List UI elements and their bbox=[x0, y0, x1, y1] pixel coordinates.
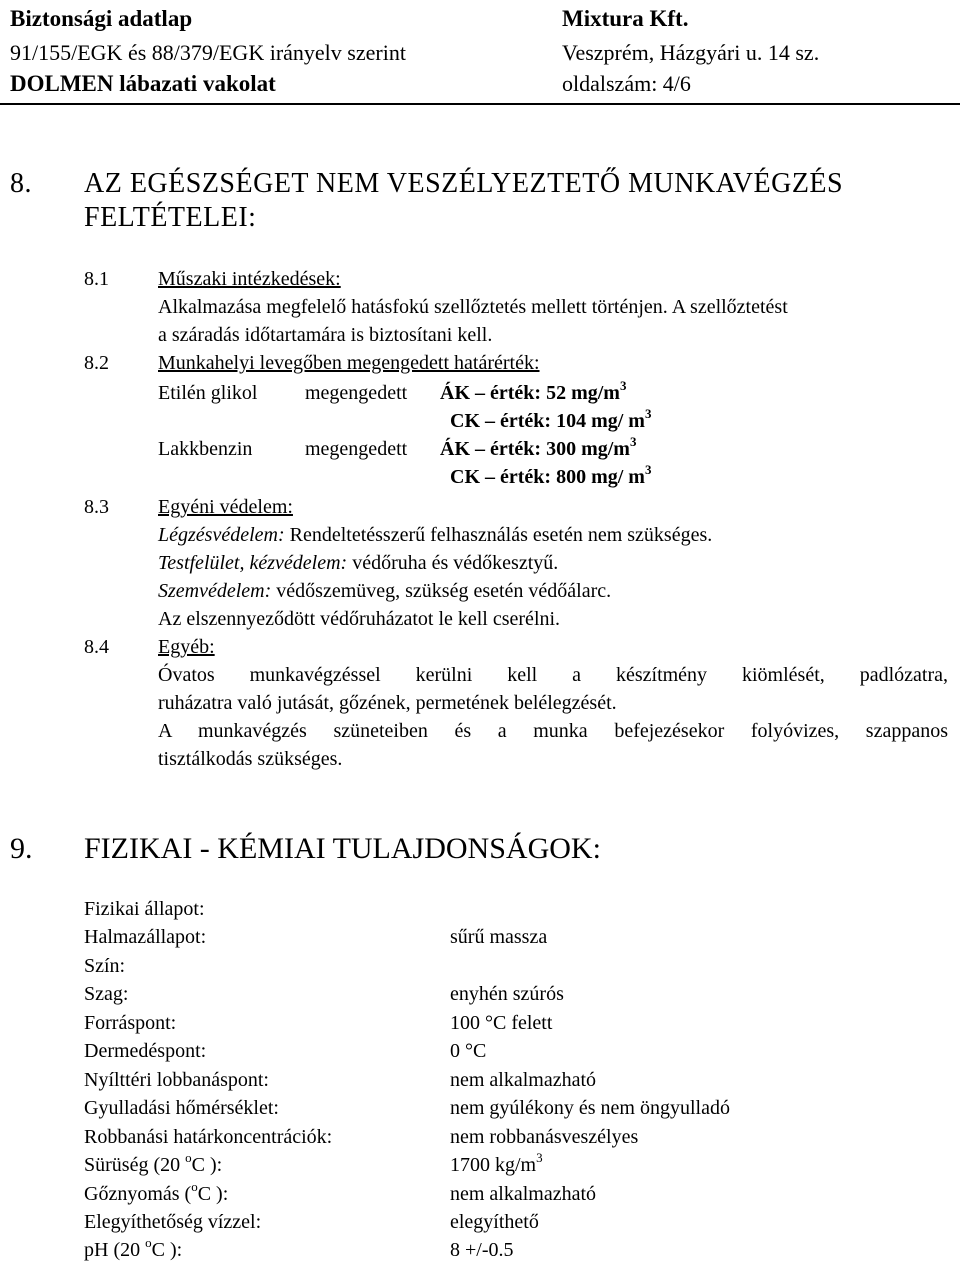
s84-para1-line2: ruházatra való jutását, gőzének, permetének belélegzését. bbox=[158, 692, 617, 714]
prop-label: Szag: bbox=[84, 983, 129, 1005]
s82-heading: Munkahelyi levegőben megengedett határérték: bbox=[158, 352, 540, 374]
s84-para2-line1: A munkavégzés szüneteiben és a munka befejezésekor folyóvizes, szappanos bbox=[158, 720, 948, 742]
limit-substance: Lakkbenzin bbox=[158, 438, 253, 460]
prop-value: 0 °C bbox=[450, 1040, 487, 1062]
prop-label: Fizikai állapot: bbox=[84, 898, 205, 920]
limit-word: megengedett bbox=[305, 438, 408, 460]
section8-number: 8. bbox=[10, 168, 32, 199]
prop-label: Gyulladási hőmérséklet: bbox=[84, 1097, 279, 1119]
prop-label: Gőznyomás ($^o$C ): bbox=[84, 1179, 229, 1205]
s81-line2: a száradás időtartamára is biztosítani kell. bbox=[158, 324, 493, 346]
product-name: DOLMEN lábazati vakolat bbox=[10, 71, 276, 96]
prop-value: nem robbanásveszélyes bbox=[450, 1126, 639, 1148]
prop-label: Forráspont: bbox=[84, 1012, 177, 1034]
s81-number: 8.1 bbox=[84, 268, 109, 290]
prop-value: enyhén szúrós bbox=[450, 983, 564, 1005]
s84-heading: Egyéb: bbox=[158, 636, 215, 658]
limit-value: CK – érték: 104 mg/ $m^3$ bbox=[450, 406, 652, 432]
prop-label: Robbanási határkoncentrációk: bbox=[84, 1126, 333, 1148]
prop-value: nem gyúlékony és nem öngyulladó bbox=[450, 1097, 730, 1119]
company-name: Mixtura Kft. bbox=[562, 6, 689, 31]
prop-label: Halmazállapot: bbox=[84, 926, 207, 948]
prop-label: pH (20 $^o$C ): bbox=[84, 1235, 183, 1261]
eye-protection: Szemvédelem: védőszemüveg, szükség esetén védőálarc. bbox=[158, 580, 612, 602]
s83-number: 8.3 bbox=[84, 496, 109, 518]
respiratory-protection: Légzésvédelem: Rendeltetésszerű felhasználás esetén nem szükséges. bbox=[158, 524, 713, 546]
s81-line1: Alkalmazása megfelelő hatásfokú szellőztetés mellett történjen. A szellőztetést bbox=[158, 296, 788, 318]
directive: 91/155/EGK és 88/379/EGK irányelv szerint bbox=[10, 40, 406, 65]
limit-value: ÁK – érték: 52 $mg/m^3$ bbox=[440, 378, 627, 404]
prop-label: Dermedéspont: bbox=[84, 1040, 207, 1062]
section8-title-line1: AZ EGÉSZSÉGET NEM VESZÉLYEZTETŐ MUNKAVÉGZÉS bbox=[84, 168, 844, 199]
section9-number: 9. bbox=[10, 832, 33, 865]
clothing-note: Az elszennyeződött védőruházatot le kell cserélni. bbox=[158, 608, 561, 630]
prop-value: nem alkalmazható bbox=[450, 1069, 597, 1091]
section8-title-line2: FELTÉTELEI: bbox=[84, 202, 257, 233]
page-number: oldalszám: 4/6 bbox=[562, 71, 691, 96]
s84-para2-line2: tisztálkodás szükséges. bbox=[158, 748, 343, 770]
prop-value: elegyíthető bbox=[450, 1211, 539, 1233]
header-divider bbox=[0, 103, 960, 105]
prop-value: 1700 $kg/m^3$ bbox=[450, 1150, 543, 1176]
limit-substance: Etilén glikol bbox=[158, 382, 258, 404]
skin-protection: Testfelület, kézvédelem: védőruha és védőkesztyű. bbox=[158, 552, 559, 574]
s84-number: 8.4 bbox=[84, 636, 109, 658]
prop-label: Szín: bbox=[84, 955, 126, 977]
s81-heading: Műszaki intézkedések: bbox=[158, 268, 341, 290]
doc-title: Biztonsági adatlap bbox=[10, 6, 193, 31]
section9-title: FIZIKAI - KÉMIAI TULAJDONSÁGOK: bbox=[84, 832, 601, 865]
company-address: Veszprém, Házgyári u. 14 sz. bbox=[562, 40, 820, 65]
prop-label: Nyílttéri lobbanáspont: bbox=[84, 1069, 269, 1091]
limit-value: ÁK – érték: 300 $mg/m^3$ bbox=[440, 434, 637, 460]
prop-value: 100 °C felett bbox=[450, 1012, 553, 1034]
prop-value: sűrű massza bbox=[450, 926, 548, 948]
limit-word: megengedett bbox=[305, 382, 408, 404]
prop-value: 8 +/-0.5 bbox=[450, 1239, 514, 1261]
prop-label: Sürüség (20 $^o$C ): bbox=[84, 1150, 223, 1176]
s84-para1-line1: Óvatos munkavégzéssel kerülni kell a készítmény kiömlését, padlózatra, bbox=[158, 664, 948, 686]
prop-value: nem alkalmazható bbox=[450, 1183, 597, 1205]
limit-value: CK – érték: 800 mg/ $m^3$ bbox=[450, 462, 652, 488]
s82-number: 8.2 bbox=[84, 352, 109, 374]
prop-label: Elegyíthetőség vízzel: bbox=[84, 1211, 262, 1233]
s83-heading: Egyéni védelem: bbox=[158, 496, 293, 518]
